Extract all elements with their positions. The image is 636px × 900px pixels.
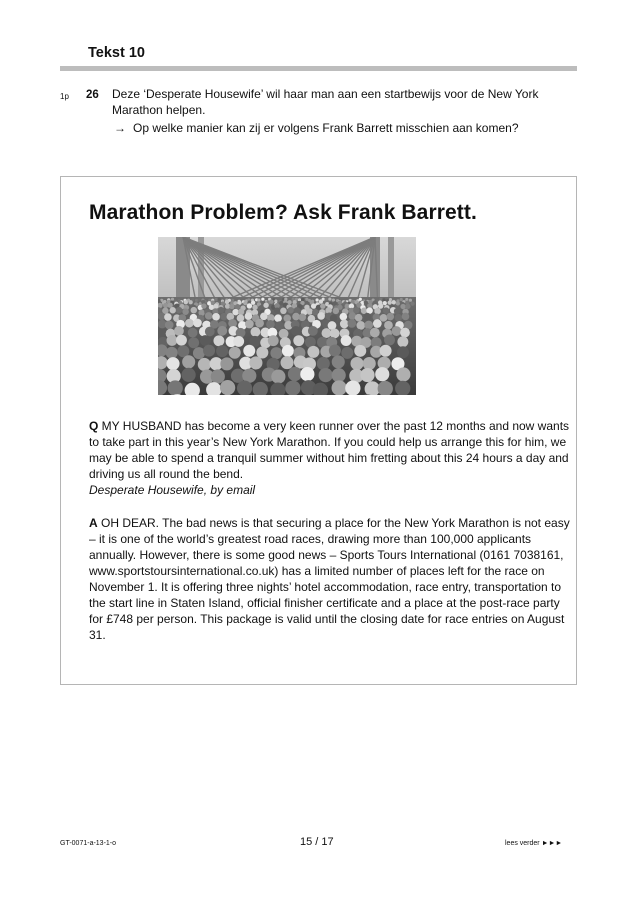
reader-question [89,418,573,498]
section-title: Tekst 10 [88,45,145,61]
a-lead: A [89,516,98,530]
subquestion-text: Op welke manier kan zij er volgens Frank Barrett misschien aan komen? [133,121,519,135]
question-subquestion [114,121,534,137]
question-points: 1p [60,92,69,101]
question-text: Deze ‘Desperate Housewife’ wil haar man aan een startbewijs voor de New York Marathon helpen. [112,87,539,117]
footer-next-link[interactable]: lees verder ►►► [505,840,563,847]
question-number: 26 [86,89,99,101]
section-rule [60,66,577,71]
marathon-photo-graphic [158,237,416,395]
a-body: OH DEAR. The bad news is that securing a place for the New York Marathon is not easy – it is one of the world’s greatest road races, drawing more than 100,000 applicants annually. However, there is some good news – Sports Tours International (0161 7038161, www.sportstoursinternational.co.uk) has a limited number of places left for the race on November 1. It is offering three nights’ hotel accommodation, race entry, transportation to the start line in Staten Island, official finisher certificate and a place at the post-race party for £748 per person. This package is valid until the closing date for race entries on August 31. [89,516,570,642]
q-body: MY HUSBAND has become a very keen runner over the past 12 months and now wants to take part in this year’s New York Marathon. If you could help us arrange this for him, we may be able to spend a tranquil summer without him fretting about this 24 hours a day and driving us all round the bend. [89,419,570,481]
q-signature: Desperate Housewife, by email [89,483,256,497]
expert-answer [89,515,573,643]
article-headline: Marathon Problem? Ask Frank Barrett. [89,201,477,224]
q-lead: Q [89,419,99,433]
footer-page-number: 15 / 17 [300,836,334,848]
arrow-icon: → [114,121,126,135]
article-box [60,176,577,685]
marathon-runners-photo [158,237,416,395]
footer-code: GT-0071-a-13-1-o [60,840,117,847]
